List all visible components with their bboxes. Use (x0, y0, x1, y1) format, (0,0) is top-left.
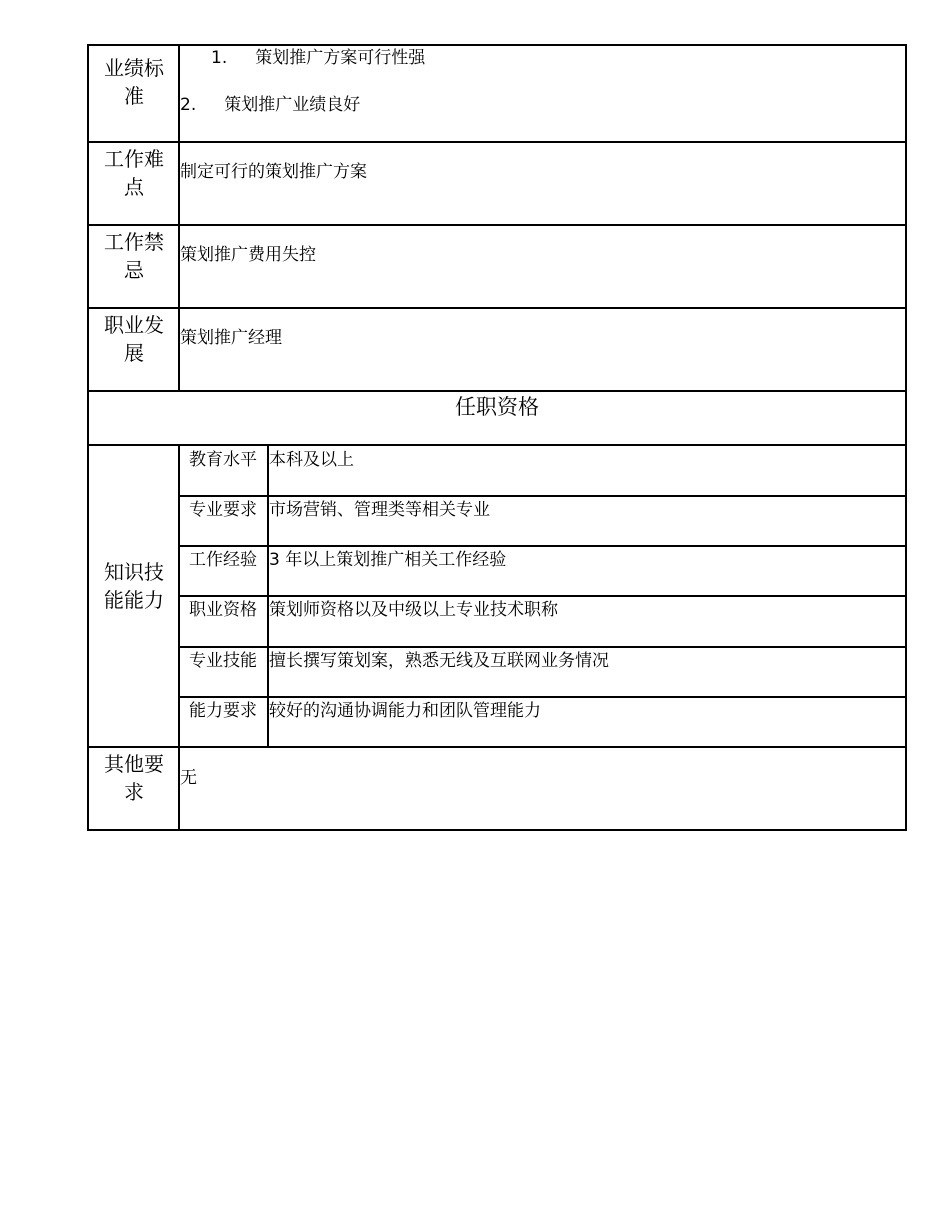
work-difficulty-label: 工作难点 (104, 147, 164, 199)
performance-item (211, 47, 425, 69)
item-text: 策划推广方案可行性强 (255, 48, 426, 68)
row-divider (87, 444, 907, 446)
other-requirements-label: 其他要求 (104, 752, 164, 804)
major-requirement-value: 市场营销、管理类等相关专业 (269, 500, 490, 520)
ability-requirement-label: 能力要求 (189, 701, 257, 721)
subrow-divider (178, 495, 907, 497)
row-divider (87, 141, 907, 143)
work-taboo-label: 工作禁忌 (104, 230, 164, 282)
row-divider (87, 307, 907, 309)
subrow-divider (178, 696, 907, 698)
career-development-value: 策划推广经理 (180, 328, 282, 348)
row-divider (87, 390, 907, 392)
subrow-divider (178, 545, 907, 547)
item-text: 策划推广业绩良好 (224, 95, 361, 115)
professional-skills-value: 擅长撰写策划案，熟悉无线及互联网业务情况 (269, 651, 609, 671)
performance-item (180, 94, 360, 116)
row-divider (87, 746, 907, 748)
knowledge-skills-label: 知识技能能力 (104, 560, 164, 612)
education-level-label: 教育水平 (189, 450, 257, 470)
work-experience-label: 工作经验 (189, 550, 257, 570)
professional-qualification-label: 职业资格 (189, 600, 257, 620)
qualifications-title: 任职资格 (455, 395, 539, 419)
subrow-divider (178, 595, 907, 597)
table-border-left (87, 44, 89, 831)
work-taboo-value: 策划推广费用失控 (180, 245, 316, 265)
education-level-value: 本科及以上 (269, 450, 354, 470)
career-development-label: 职业发展 (104, 313, 164, 365)
work-experience-value: 3 年以上策划推广相关工作经验 (269, 550, 507, 570)
subrow-divider (178, 646, 907, 648)
ability-requirement-value: 较好的沟通协调能力和团队管理能力 (269, 701, 541, 721)
professional-skills-label: 专业技能 (189, 651, 257, 671)
row-divider (87, 224, 907, 226)
professional-qualification-value: 策划师资格以及中级以上专业技术职称 (269, 600, 558, 620)
major-requirement-label: 专业要求 (189, 500, 257, 520)
item-number: 1. (211, 48, 228, 68)
table-border-top (87, 44, 907, 46)
item-number: 2. (180, 95, 197, 115)
work-difficulty-value: 制定可行的策划推广方案 (180, 162, 367, 182)
table-border-right (905, 44, 907, 831)
other-requirements-value: 无 (180, 768, 197, 788)
performance-standard-label: 业绩标准 (104, 56, 164, 108)
table-border-bottom (87, 829, 907, 831)
